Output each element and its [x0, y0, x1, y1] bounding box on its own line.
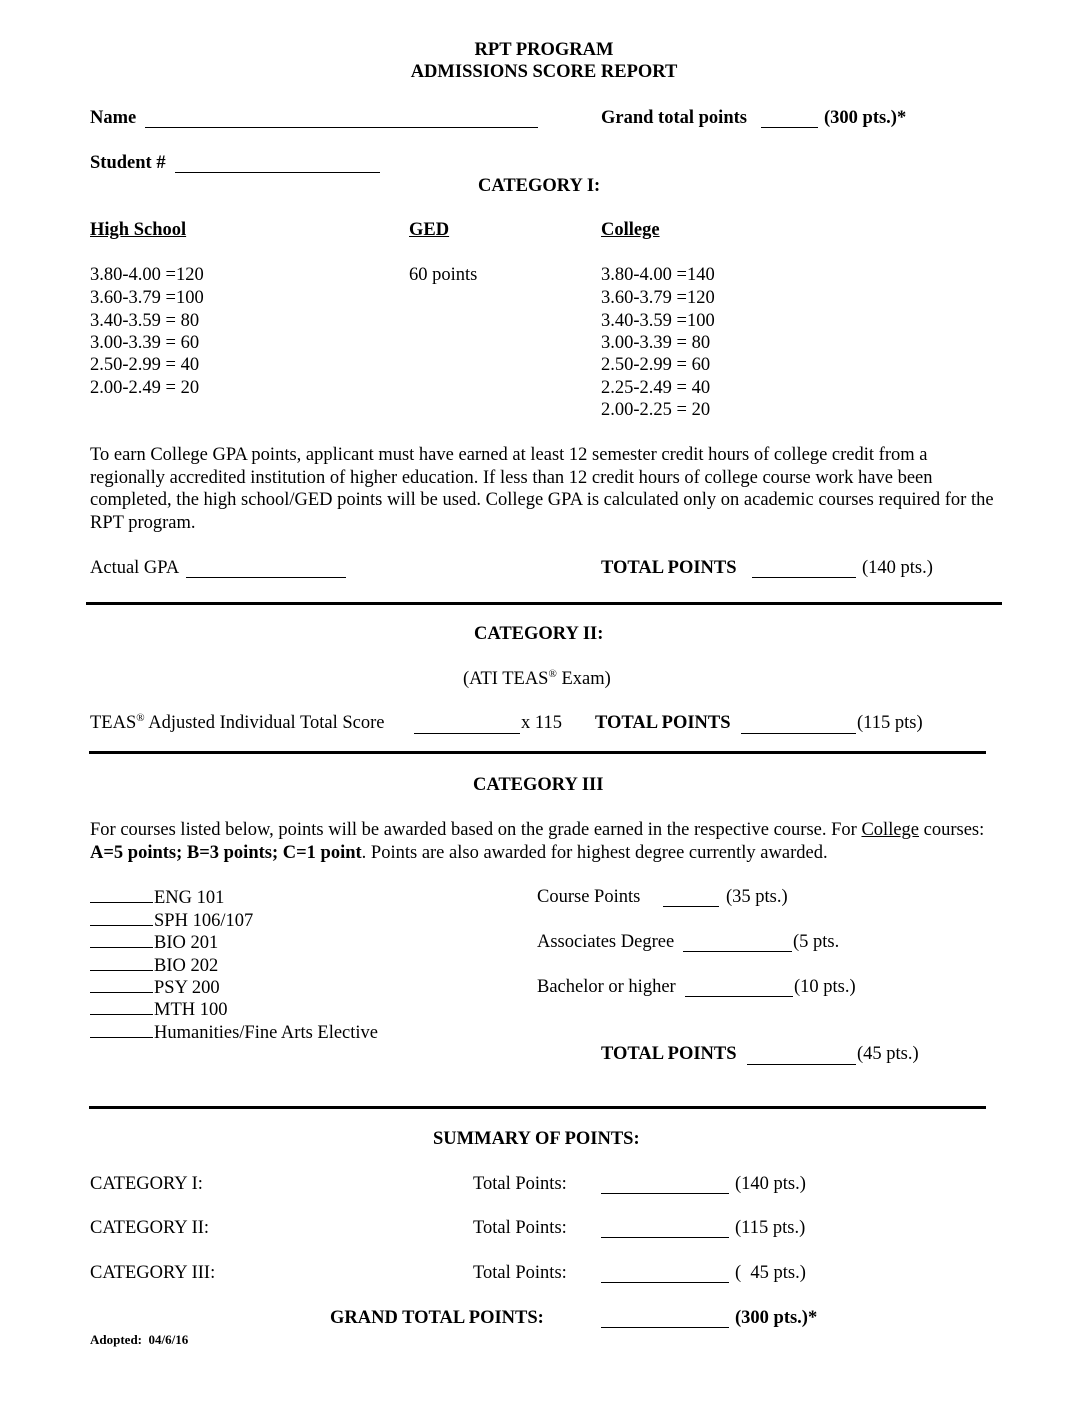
grand-total-points-field[interactable]	[601, 1327, 729, 1328]
student-number-label: Student #	[90, 153, 166, 173]
summary-category-3-field[interactable]	[601, 1282, 729, 1283]
hs-gpa-row: 2.00-2.49 = 20	[90, 378, 200, 398]
category-1-title: CATEGORY I:	[478, 176, 601, 196]
grand-total-label: Grand total points	[601, 108, 747, 128]
teas-score-field[interactable]	[414, 733, 520, 734]
course-row[interactable]: Humanities/Fine Arts Elective	[90, 1021, 378, 1044]
grand-total-field[interactable]	[761, 127, 818, 128]
section-divider	[89, 1106, 986, 1109]
summary-category-1-field[interactable]	[601, 1193, 729, 1194]
ged-header: GED	[409, 220, 450, 240]
category-2-title: CATEGORY II:	[474, 624, 604, 644]
course-row[interactable]: PSY 200	[90, 976, 220, 999]
grand-total-points-label: GRAND TOTAL POINTS:	[330, 1308, 544, 1328]
category-2-total-label: TOTAL POINTS	[595, 713, 731, 733]
college-gpa-row: 3.60-3.79 =120	[601, 288, 715, 308]
name-label: Name	[90, 108, 137, 128]
name-field[interactable]	[145, 127, 538, 128]
college-gpa-row: 3.80-4.00 =140	[601, 265, 715, 285]
course-row[interactable]: SPH 106/107	[90, 909, 253, 932]
teas-exam-label: (ATI TEAS® Exam)	[463, 667, 611, 689]
category-3-total-label: TOTAL POINTS	[601, 1044, 737, 1064]
category-1-total-field[interactable]	[752, 577, 856, 578]
category-3-total-field[interactable]	[747, 1064, 856, 1065]
course-row[interactable]: BIO 202	[90, 954, 218, 977]
college-gpa-row: 3.00-3.39 = 80	[601, 333, 711, 353]
course-row[interactable]: MTH 100	[90, 998, 228, 1021]
college-gpa-row: 3.40-3.59 =100	[601, 311, 715, 331]
report-program-title: RPT PROGRAM	[474, 40, 614, 60]
summary-total-label: Total Points:	[473, 1174, 567, 1194]
grand-total-points-max: (300 pts.)*	[735, 1308, 818, 1328]
teas-multiplier: x 115	[521, 713, 562, 733]
category-2-max: (115 pts)	[857, 713, 923, 733]
course-points-field[interactable]	[663, 906, 719, 907]
college-gpa-row: 2.25-2.49 = 40	[601, 378, 711, 398]
course-row[interactable]: BIO 201	[90, 931, 218, 954]
college-gpa-row: 2.50-2.99 = 60	[601, 355, 711, 375]
summary-category-label: CATEGORY III:	[90, 1263, 216, 1283]
bachelor-degree-max: (10 pts.)	[794, 977, 856, 997]
section-divider	[86, 602, 1002, 605]
category-3-title: CATEGORY III	[473, 775, 604, 795]
report-title: ADMISSIONS SCORE REPORT	[410, 62, 678, 82]
category-3-paragraph: For courses listed below, points will be awarded based on the grade earned in the respective course. For College courses: A=5 points; B=3 points; C=1 point. Points are also awarded for highest degree currently awarded.	[90, 820, 985, 863]
summary-title: SUMMARY OF POINTS:	[433, 1129, 640, 1149]
hs-gpa-row: 3.60-3.79 =100	[90, 288, 204, 308]
summary-max: (115 pts.)	[735, 1218, 806, 1238]
summary-category-2-field[interactable]	[601, 1237, 729, 1238]
actual-gpa-field[interactable]	[186, 577, 346, 578]
college-gpa-row: 2.00-2.25 = 20	[601, 400, 711, 420]
actual-gpa-label: Actual GPA	[90, 558, 180, 578]
bachelor-degree-label: Bachelor or higher	[537, 977, 676, 997]
college-gpa-paragraph: To earn College GPA points, applicant must have earned at least 12 semester credit hours of college credit from a regionally accredited institution of higher education. If less than 12 credit hours of college course work have been completed, the high school/GED points will be used. College GPA is calculated only on academic courses required for the RPT program.	[90, 445, 994, 533]
summary-max: ( 45 pts.)	[735, 1263, 806, 1283]
hs-gpa-row: 2.50-2.99 = 40	[90, 355, 200, 375]
summary-total-label: Total Points:	[473, 1218, 567, 1238]
hs-gpa-row: 3.00-3.39 = 60	[90, 333, 200, 353]
student-number-field[interactable]	[175, 172, 380, 173]
course-points-label: Course Points	[537, 887, 641, 907]
category-3-max: (45 pts.)	[857, 1044, 919, 1064]
high-school-header: High School	[90, 220, 187, 240]
associates-degree-label: Associates Degree	[537, 932, 675, 952]
grand-total-max: (300 pts.)*	[824, 108, 907, 128]
ged-points: 60 points	[409, 265, 478, 285]
category-1-max: (140 pts.)	[862, 558, 933, 578]
category-2-total-field[interactable]	[741, 733, 856, 734]
summary-category-label: CATEGORY I:	[90, 1174, 203, 1194]
hs-gpa-row: 3.40-3.59 = 80	[90, 311, 200, 331]
college-header: College	[601, 220, 660, 240]
hs-gpa-row: 3.80-4.00 =120	[90, 265, 204, 285]
summary-category-label: CATEGORY II:	[90, 1218, 210, 1238]
associates-degree-max: (5 pts.	[793, 932, 840, 952]
teas-score-label: TEAS® Adjusted Individual Total Score	[90, 711, 385, 733]
section-divider	[89, 751, 986, 754]
adopted-date: Adopted: 04/6/16	[90, 1332, 189, 1347]
bachelor-degree-field[interactable]	[685, 996, 793, 997]
course-points-max: (35 pts.)	[726, 887, 788, 907]
summary-max: (140 pts.)	[735, 1174, 806, 1194]
summary-total-label: Total Points:	[473, 1263, 567, 1283]
course-row[interactable]: ENG 101	[90, 886, 224, 909]
associates-degree-field[interactable]	[683, 951, 792, 952]
category-1-total-label: TOTAL POINTS	[601, 558, 737, 578]
